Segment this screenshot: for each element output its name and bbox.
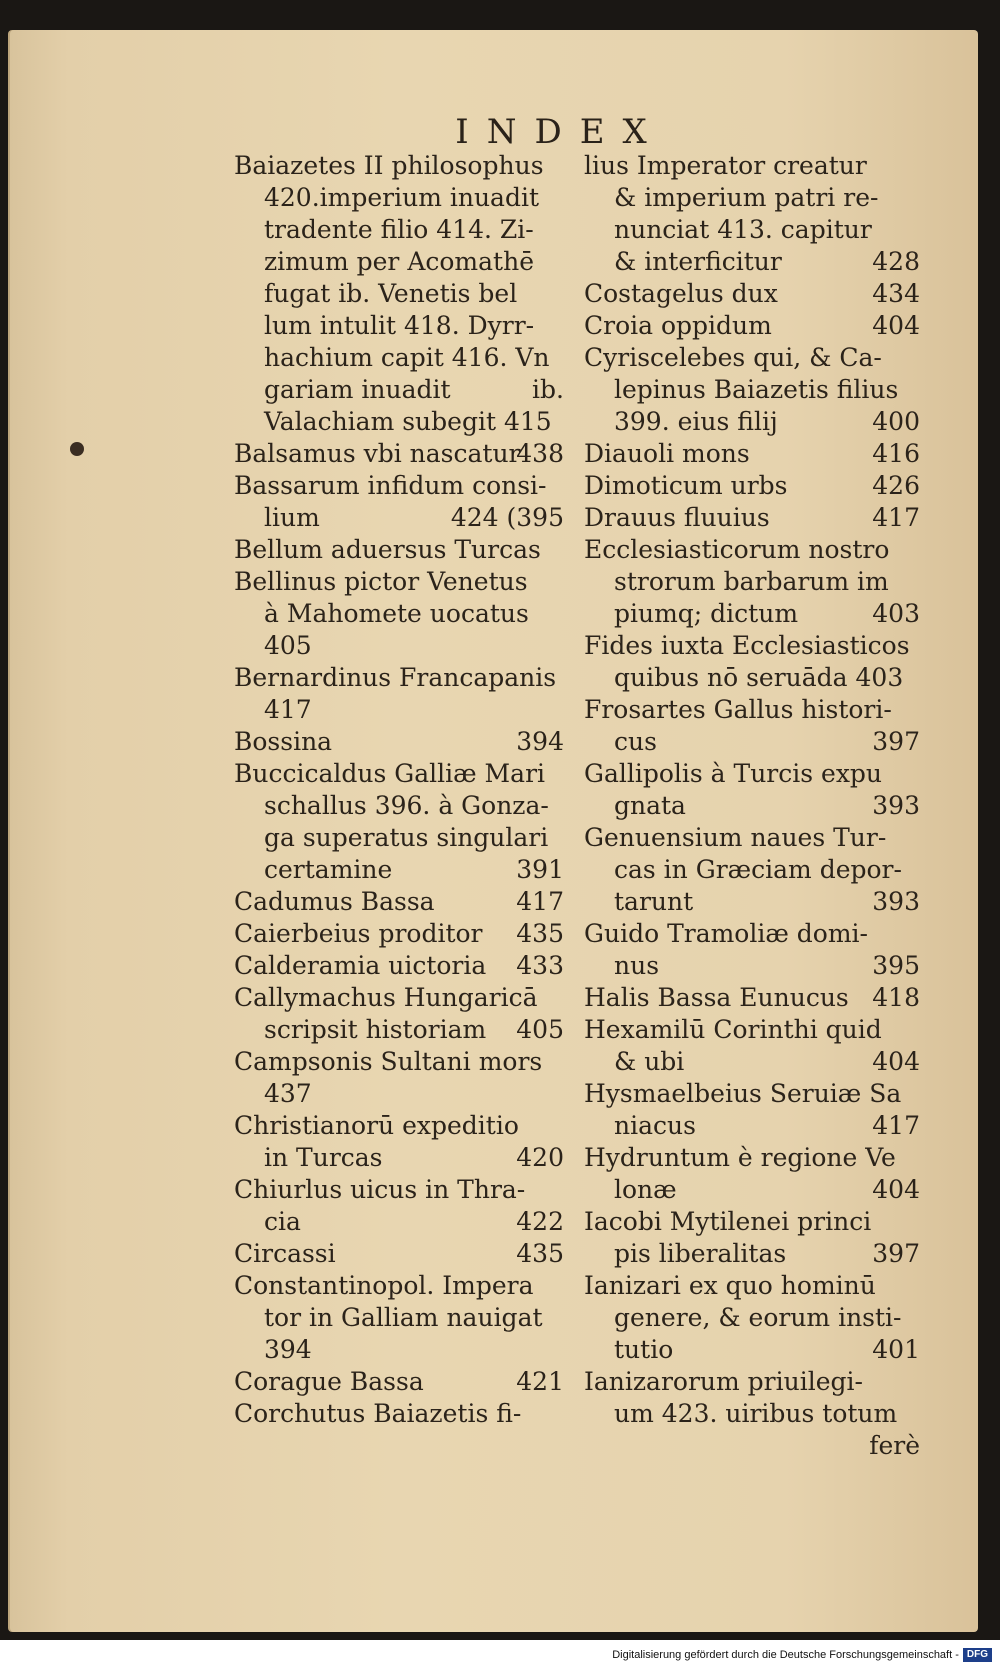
index-entry — [234, 1366, 564, 1398]
entry-text: quibus nō seruāda 403 — [614, 663, 904, 692]
entry-text: schallus 396. à Gonza- — [264, 791, 549, 820]
index-entry — [584, 182, 920, 214]
page-number: ferè — [869, 1431, 920, 1460]
page-number: 400 — [872, 407, 920, 436]
page-number: 397 — [872, 727, 920, 756]
index-entry — [234, 1206, 564, 1238]
index-entry — [234, 1398, 564, 1430]
index-entry — [584, 1238, 920, 1270]
index-entry — [584, 246, 920, 278]
index-entry — [234, 502, 564, 534]
index-entry — [584, 1366, 920, 1398]
entry-text: & ubi — [614, 1047, 685, 1076]
index-entry — [234, 822, 564, 854]
entry-text: nunciat 413. capitur — [614, 215, 872, 244]
entry-text: Chiurlus uicus in Thra- — [234, 1175, 526, 1204]
index-entry — [584, 406, 920, 438]
index-entry — [584, 1014, 920, 1046]
entry-text: Calderamia uictoria — [234, 951, 487, 980]
entry-text: Guido Tramoliæ domi- — [584, 919, 868, 948]
index-entry — [584, 214, 920, 246]
index-entry — [234, 1334, 564, 1366]
index-entry — [234, 790, 564, 822]
entry-text: lius Imperator creatur — [584, 151, 867, 180]
entry-text: Corchutus Baiazetis fi- — [234, 1399, 522, 1428]
entry-text: in Turcas — [264, 1143, 383, 1172]
page-number: 405 — [516, 1015, 564, 1044]
index-entry — [584, 1398, 920, 1430]
index-entry — [584, 310, 920, 342]
index-entry — [234, 918, 564, 950]
index-entry — [584, 1046, 920, 1078]
index-entry — [584, 758, 920, 790]
index-entry — [584, 278, 920, 310]
entry-text: cus — [614, 727, 657, 756]
index-entry — [584, 150, 920, 182]
index-entry — [584, 1302, 920, 1334]
entry-text: Bellinus pictor Venetus — [234, 567, 528, 596]
index-entry — [584, 470, 920, 502]
entry-text: fugat ib. Venetis bel — [264, 279, 518, 308]
entry-text: tarunt — [614, 887, 694, 916]
index-entry — [584, 1110, 920, 1142]
page-number: 422 — [516, 1207, 564, 1236]
entry-text: Ecclesiasticorum nostro — [584, 535, 890, 564]
entry-text: um 423. uiribus totum — [614, 1399, 898, 1428]
index-entry — [584, 1078, 920, 1110]
index-entry — [234, 1110, 564, 1142]
page-number: 393 — [872, 791, 920, 820]
page-number: 404 — [872, 1047, 920, 1076]
index-entry — [234, 662, 564, 694]
index-entry — [584, 1334, 920, 1366]
index-entry — [234, 1302, 564, 1334]
page-number: 391 — [516, 855, 564, 884]
entry-text: Constantinopol. Impera — [234, 1271, 534, 1300]
entry-text: tutio — [614, 1335, 674, 1364]
page-number: 393 — [872, 887, 920, 916]
entry-text: Bossina — [234, 727, 333, 756]
index-entry — [234, 950, 564, 982]
index-column-right — [584, 150, 920, 1462]
page-number: 417 — [516, 887, 564, 916]
entry-text: Costagelus dux — [584, 279, 778, 308]
page-number: 404 — [872, 1175, 920, 1204]
entry-text: Genuensium naues Tur- — [584, 823, 887, 852]
index-entry — [234, 854, 564, 886]
index-entry — [234, 310, 564, 342]
entry-text: Bellum aduersus Turcas — [234, 535, 541, 564]
index-entry — [584, 374, 920, 406]
entry-text: Cyriscelebes qui, & Ca- — [584, 343, 882, 372]
entry-text: Fides iuxta Ecclesiasticos — [584, 631, 910, 660]
entry-text: hachium capit 416. Vn — [264, 343, 550, 372]
index-entry — [234, 982, 564, 1014]
entry-text: 405 — [264, 631, 312, 660]
page-number: 403 — [872, 599, 920, 628]
entry-text: 420.imperium inuadit — [264, 183, 540, 212]
index-entry — [584, 662, 920, 694]
page-number: ib. — [532, 375, 564, 404]
index-entry — [584, 1142, 920, 1174]
entry-text: 394 — [264, 1335, 312, 1364]
index-entry — [584, 982, 920, 1014]
index-entry — [234, 1174, 564, 1206]
entry-text: Corague Bassa — [234, 1367, 424, 1396]
entry-text: & imperium patri re- — [614, 183, 879, 212]
ink-spot — [70, 442, 84, 456]
page-number: 417 — [872, 503, 920, 532]
entry-text: strorum barbarum im — [614, 567, 889, 596]
entry-text: à Mahomete uocatus — [264, 599, 529, 628]
entry-text: Frosartes Gallus histori- — [584, 695, 892, 724]
page-number: 424 (395 — [450, 503, 564, 532]
page-number: 395 — [872, 951, 920, 980]
entry-text: Circassi — [234, 1239, 336, 1268]
page-number: 420 — [516, 1143, 564, 1172]
entry-text: Hysmaelbeius Seruiæ Sa — [584, 1079, 902, 1108]
entry-text: piumq; dictum — [614, 599, 799, 628]
index-entry — [234, 694, 564, 726]
entry-text: lum intulit 418. Dyrr- — [264, 311, 535, 340]
entry-text: lonæ — [614, 1175, 677, 1204]
index-entry — [234, 726, 564, 758]
index-entry — [234, 374, 564, 406]
entry-text: Gallipolis à Turcis expu — [584, 759, 883, 788]
page-number: 417 — [872, 1111, 920, 1140]
page-number: 438 — [516, 439, 564, 468]
index-entry — [584, 566, 920, 598]
entry-text: Iacobi Mytilenei princi — [584, 1207, 872, 1236]
entry-text: Callymachus Hungaricā — [234, 983, 538, 1012]
index-entry — [234, 1014, 564, 1046]
entry-text: certamine — [264, 855, 393, 884]
index-entry — [234, 758, 564, 790]
index-entry — [234, 182, 564, 214]
entry-text: cia — [264, 1207, 301, 1236]
entry-text: Caierbeius proditor — [234, 919, 483, 948]
entry-text: scripsit historiam — [264, 1015, 487, 1044]
entry-text: tradente filio 414. Zi- — [264, 215, 534, 244]
page-number: 435 — [516, 1239, 564, 1268]
entry-text: cas in Græciam depor- — [614, 855, 902, 884]
entry-text: gnata — [614, 791, 686, 820]
index-entry — [584, 1174, 920, 1206]
entry-text: 437 — [264, 1079, 312, 1108]
index-entry — [584, 438, 920, 470]
index-entry — [234, 406, 564, 438]
index-entry — [234, 1078, 564, 1110]
entry-text: lium — [264, 503, 320, 532]
page-number: 426 — [872, 471, 920, 500]
entry-text: Bernardinus Francapanis — [234, 663, 557, 692]
entry-text: Baiazetes II philosophus — [234, 151, 544, 180]
entry-text: gariam inuadit — [264, 375, 451, 404]
index-entry — [234, 566, 564, 598]
page-number: 421 — [516, 1367, 564, 1396]
index-entry — [234, 1142, 564, 1174]
page-number: 404 — [872, 311, 920, 340]
entry-text: Cadumus Bassa — [234, 887, 435, 916]
index-entry — [234, 150, 564, 182]
index-entry — [234, 886, 564, 918]
page-number: 433 — [516, 951, 564, 980]
entry-text: pis liberalitas — [614, 1239, 787, 1268]
index-entry — [234, 214, 564, 246]
entry-text: lepinus Baiazetis filius — [614, 375, 899, 404]
entry-text: Campsonis Sultani mors — [234, 1047, 543, 1076]
entry-text: Balsamus vbi nascatur — [234, 439, 521, 468]
entry-text: Ianizarorum priuilegi- — [584, 1367, 863, 1396]
page-number: 428 — [872, 247, 920, 276]
entry-text: & interficitur — [614, 247, 782, 276]
index-entry — [584, 534, 920, 566]
entry-text: Dimoticum urbs — [584, 471, 788, 500]
index-entry — [584, 1270, 920, 1302]
page-number: 394 — [516, 727, 564, 756]
index-entry — [234, 1046, 564, 1078]
entry-text: Halis Bassa Eunucus — [584, 983, 849, 1012]
page-header: INDEX — [455, 112, 665, 152]
index-entry — [584, 950, 920, 982]
entry-text: Buccicaldus Galliæ Mari — [234, 759, 546, 788]
page-number: 434 — [872, 279, 920, 308]
index-entry — [584, 918, 920, 950]
entry-text: Bassarum infidum consi- — [234, 471, 547, 500]
index-entry — [584, 598, 920, 630]
entry-text: nus — [614, 951, 660, 980]
index-entry — [234, 598, 564, 630]
index-entry — [584, 1206, 920, 1238]
entry-text: Diauoli mons — [584, 439, 750, 468]
entry-text: Valachiam subegit 415 — [264, 407, 552, 436]
page-number: 397 — [872, 1239, 920, 1268]
entry-text: Drauus fluuius — [584, 503, 770, 532]
index-entry — [234, 278, 564, 310]
index-entry — [234, 1238, 564, 1270]
index-entry — [234, 1270, 564, 1302]
page-number: 401 — [872, 1335, 920, 1364]
entry-text: Ianizari ex quo hominū — [584, 1271, 876, 1300]
index-entry — [584, 1430, 920, 1462]
dfg-logo: DFG — [963, 1648, 992, 1662]
page-number: 435 — [516, 919, 564, 948]
index-entry — [584, 854, 920, 886]
page-number: 418 — [872, 983, 920, 1012]
entry-text: niacus — [614, 1111, 696, 1140]
index-entry — [234, 630, 564, 662]
page-number: 416 — [872, 439, 920, 468]
entry-text: 399. eius filij — [614, 407, 778, 436]
index-entry — [234, 470, 564, 502]
index-entry — [234, 438, 564, 470]
entry-text: zimum per Acomathē — [264, 247, 534, 276]
entry-text: genere, & eorum insti- — [614, 1303, 902, 1332]
entry-text: Christianorū expeditio — [234, 1111, 519, 1140]
digitization-footer — [0, 1648, 992, 1666]
index-entry — [234, 342, 564, 374]
index-entry — [584, 822, 920, 854]
entry-text: ga superatus singulari — [264, 823, 549, 852]
entry-text: Hexamilū Corinthi quid — [584, 1015, 882, 1044]
index-entry — [584, 726, 920, 758]
index-column-left — [234, 150, 564, 1430]
footer-text: Digitalisierung gefördert durch die Deutsche Forschungsgemeinschaft - — [612, 1648, 959, 1661]
entry-text: 417 — [264, 695, 312, 724]
index-entry — [584, 342, 920, 374]
index-entry — [584, 886, 920, 918]
entry-text: tor in Galliam nauigat — [264, 1303, 543, 1332]
index-entry — [234, 246, 564, 278]
index-entry — [584, 502, 920, 534]
index-entry — [234, 534, 564, 566]
index-entry — [584, 790, 920, 822]
entry-text: Hydruntum è regione Ve — [584, 1143, 896, 1172]
index-entry — [584, 630, 920, 662]
index-entry — [584, 694, 920, 726]
entry-text: Croia oppidum — [584, 311, 772, 340]
